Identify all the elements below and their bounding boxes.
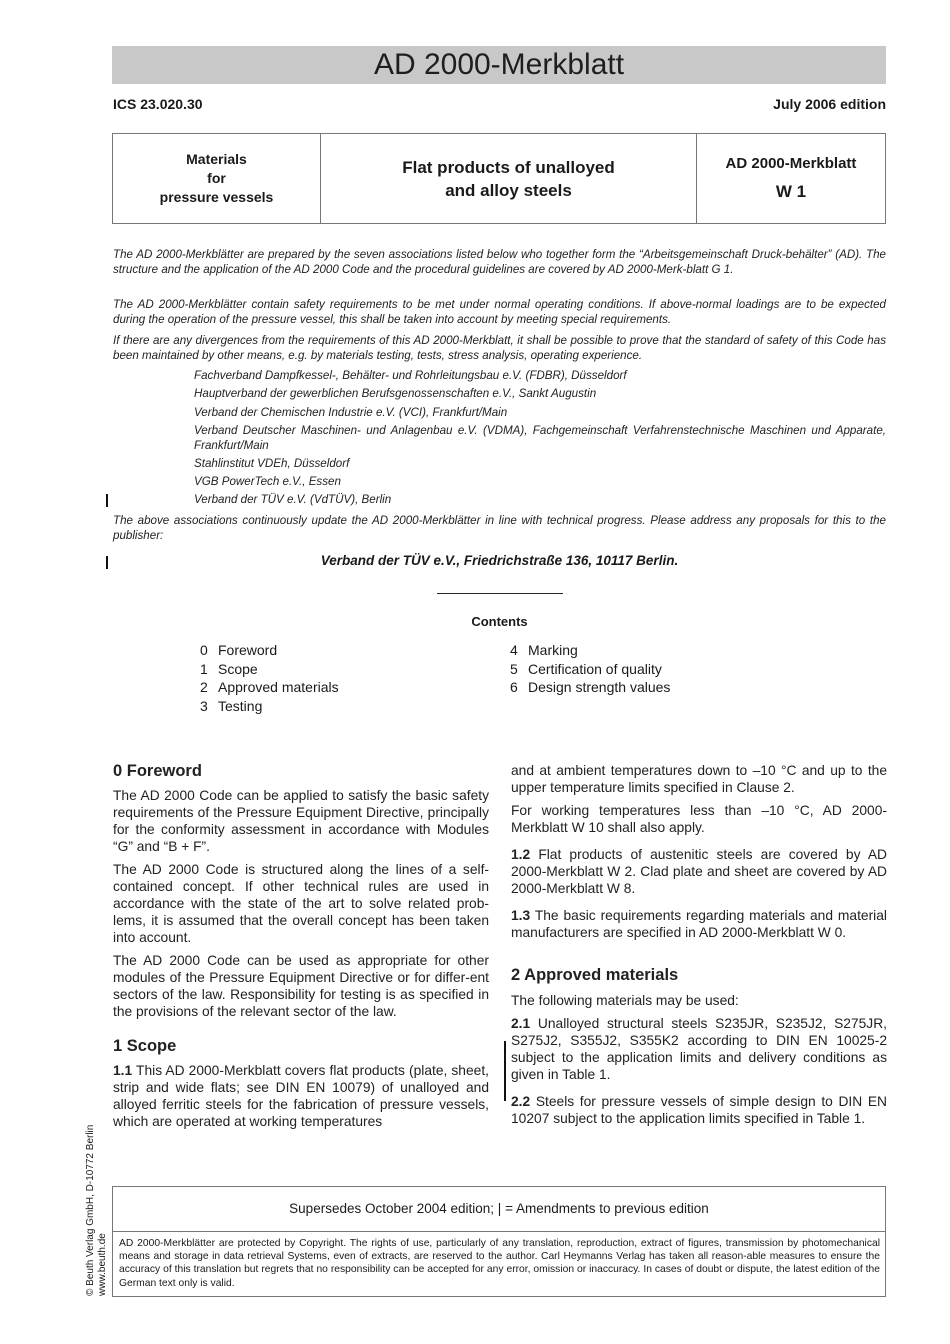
contents-item-label: Testing (218, 697, 263, 714)
document-code: W 1 (775, 182, 807, 201)
contents-item (200, 678, 339, 697)
contents-item-number: 5 (510, 660, 518, 677)
ics-code: ICS 23.020.30 (113, 96, 203, 112)
contents-item-label: Approved materials (218, 679, 339, 695)
body-paragraph: The following materials may be used: (511, 993, 739, 1008)
contents-item (510, 641, 670, 660)
document-title: AD 2000-Merkblatt (112, 46, 886, 84)
intro-paragraph: If there are any divergences from the requirements of this AD 2000-Merkblatt, it shall be possible to prove that the standard of safety of this Code has been maintained by other means, e.g. by materials testing, tests, stress analysis, operating experience. (113, 334, 886, 362)
clause-text: Unalloyed structural steels S235JR, S235J2, S275JR, S275J2, S355J2, S355K2 according to DIN EN 10025-2 subject to the application limits and delivery conditions as given in Table 1. (511, 1016, 887, 1082)
clause-number: 1.2 (511, 847, 531, 862)
category-line: Materials (186, 151, 247, 167)
clause-1-3 (511, 907, 887, 941)
code-cell (697, 134, 885, 223)
contents-item-label: Marking (528, 642, 578, 658)
body-paragraph: and at ambient temperatures down to –10 °C and up to the upper temperature limits specified in Clause 2. (511, 763, 887, 795)
publisher-address: Verband der TÜV e.V., Friedrichstraße 136, 10117 Berlin. (320, 553, 679, 568)
association-item: Verband der Chemischen Industrie e.V. (VCI), Frankfurt/Main (194, 406, 508, 419)
contents-item-label: Scope (218, 660, 258, 677)
association-item: Verband Deutscher Maschinen- und Anlagenbau e.V. (VDMA), Fachgemeinschaft Verfahrenstechnische Maschinen und Apparate, Frankfurt/Main (194, 424, 886, 452)
clause-text: Steels for pressure vessels of simple design to DIN EN 10207 subject to the application limits specified in Table 1. (511, 1094, 887, 1126)
section-heading-scope: 1 Scope (113, 1037, 177, 1055)
association-item: Verband der TÜV e.V. (VdTÜV), Berlin (194, 493, 392, 506)
contents-item-number: 0 (200, 642, 208, 658)
category-line: pressure vessels (159, 189, 274, 205)
footer-divider (113, 1231, 885, 1232)
series-label: AD 2000-Merkblatt (725, 155, 857, 172)
association-item: Fachverband Dampfkessel-, Behälter- und Rohrleitungsbau e.V. (FDBR), Düsseldorf (194, 369, 627, 382)
body-paragraph: The AD 2000 Code can be applied to satisfy the basic safety requirements of the Pressure Equipment Directive, principally for the conformity assessment in accordance with Modules “G” and “B + F”. (113, 788, 489, 854)
body-paragraph: For working temperatures less than –10 °C, AD 2000-Merkblatt W 10 shall also apply. (511, 803, 887, 835)
clause-text: Flat products of austenitic steels are covered by AD 2000-Merkblatt W 2. Clad plate and sheet are covered by AD 2000-Merkblatt W 8. (511, 847, 887, 896)
contents-title: Contents (471, 614, 528, 629)
clause-number: 1.1 (113, 1063, 133, 1078)
intro-paragraph: The above associations continuously update the AD 2000-Merkblätter in line with technical progress. Please address any proposals for this to the publisher: (113, 514, 886, 542)
contents-item-label: Certification of quality (528, 660, 662, 677)
clause-number: 1.3 (511, 908, 531, 923)
contents-item-label: Foreword (218, 642, 278, 658)
section-heading-approved: 2 Approved materials (511, 966, 679, 984)
contents-item (200, 641, 339, 660)
right-column (511, 762, 887, 1133)
category-cell (113, 134, 321, 223)
contents-item-number: 1 (200, 660, 208, 677)
amendment-marker (504, 1041, 506, 1101)
clause-text: This AD 2000-Merkblatt covers flat products (plate, sheet, strip and wide flats; see DIN EN 10079) of unalloyed and alloyed ferritic steels for the fabrication of pressure vessels, which are operated at working temperatures (113, 1063, 489, 1129)
clause-number: 2.1 (511, 1016, 531, 1031)
body-paragraph: The AD 2000 Code is structured along the lines of a self-contained concept. If other technical rules are used in accordance with the state of the art to solve related prob-lems, it is assumed that the overall concept has been taken into account. (113, 862, 489, 945)
contents-item-label: Design strength values (528, 679, 671, 695)
contents-item (200, 660, 339, 679)
contents-item-number: 6 (510, 679, 518, 695)
contents-item (510, 678, 670, 697)
body-paragraph: The AD 2000 Code can be used as appropriate for other modules of the Pressure Equipment Directive or for differ-ent sectors of the law. Responsibility for testing is as specified in the provisions of the relevant sector of the law. (113, 953, 489, 1019)
association-item: VGB PowerTech e.V., Essen (194, 475, 341, 488)
intro-paragraph: The AD 2000-Merkblätter are prepared by the seven associations listed below who together form the “Arbeitsgemeinschaft Druck-behälter” (AD). The structure and the application of the AD 2000 Code and the procedural guidelines are covered by AD 2000-Merk-blatt G 1. (113, 248, 886, 276)
clause-2-1 (511, 1015, 887, 1083)
footer-box (112, 1186, 886, 1297)
association-item: Hauptverband der gewerblichen Berufsgenossenschaften e.V., Sankt Augustin (194, 387, 597, 400)
publisher-line: © Beuth Verlag GmbH, D-10772 Berlin (85, 1124, 96, 1296)
contents-item (510, 660, 670, 679)
subject-cell (321, 134, 697, 223)
clause-text: The basic requirements regarding materials and material manufacturers are specified in AD 2000-Merkblatt W 0. (511, 908, 887, 940)
clause-1-1 (113, 1062, 489, 1130)
section-heading-foreword: 0 Foreword (113, 762, 202, 780)
edition-date: July 2006 edition (773, 96, 886, 112)
amendment-marker (106, 556, 108, 569)
left-column (113, 763, 489, 1136)
copyright-notice: AD 2000-Merkblätter are protected by Copyright. The rights of use, particularly of any translation, reproduction, extract of figures, transmission by photomechanical means and storage in data retrieval Systems, even of extracts, are reserved to the author. Carl Heymanns Verlag has taken all reason-able measures to ensure the accuracy of this translation but regrets that no responsibility can be accepted for any error, omission or inaccuracy. In cases of doubt or dispute, the latest edition of the German text only is valid. (119, 1238, 880, 1289)
publisher-sidebar (85, 1125, 109, 1296)
contents-item-number: 3 (200, 697, 208, 714)
contents-item-number: 2 (200, 679, 208, 695)
association-item: Stahlinstitut VDEh, Düsseldorf (194, 457, 350, 470)
subject-line: Flat products of unalloyed (402, 157, 615, 177)
category-line: for (207, 170, 226, 186)
header-table (112, 133, 886, 224)
contents-list-left (200, 641, 339, 715)
subject-line: and alloy steels (445, 180, 572, 200)
contents-list-right (510, 641, 670, 697)
supersedes-note: Supersedes October 2004 edition; | = Amendments to previous edition (289, 1201, 709, 1216)
publisher-website: www.beuth.de (97, 1233, 108, 1296)
clause-1-2 (511, 846, 887, 897)
contents-item (200, 697, 339, 716)
amendment-marker (106, 494, 108, 507)
clause-number: 2.2 (511, 1094, 531, 1109)
clause-2-2 (511, 1093, 887, 1127)
intro-paragraph: The AD 2000-Merkblätter contain safety requirements to be met under normal operating conditions. If above-normal loadings are to be expected during the operation of the pressure vessel, this shall be taken into account by meeting special requirements. (113, 298, 886, 326)
contents-item-number: 4 (510, 642, 518, 658)
separator-line (437, 593, 563, 594)
